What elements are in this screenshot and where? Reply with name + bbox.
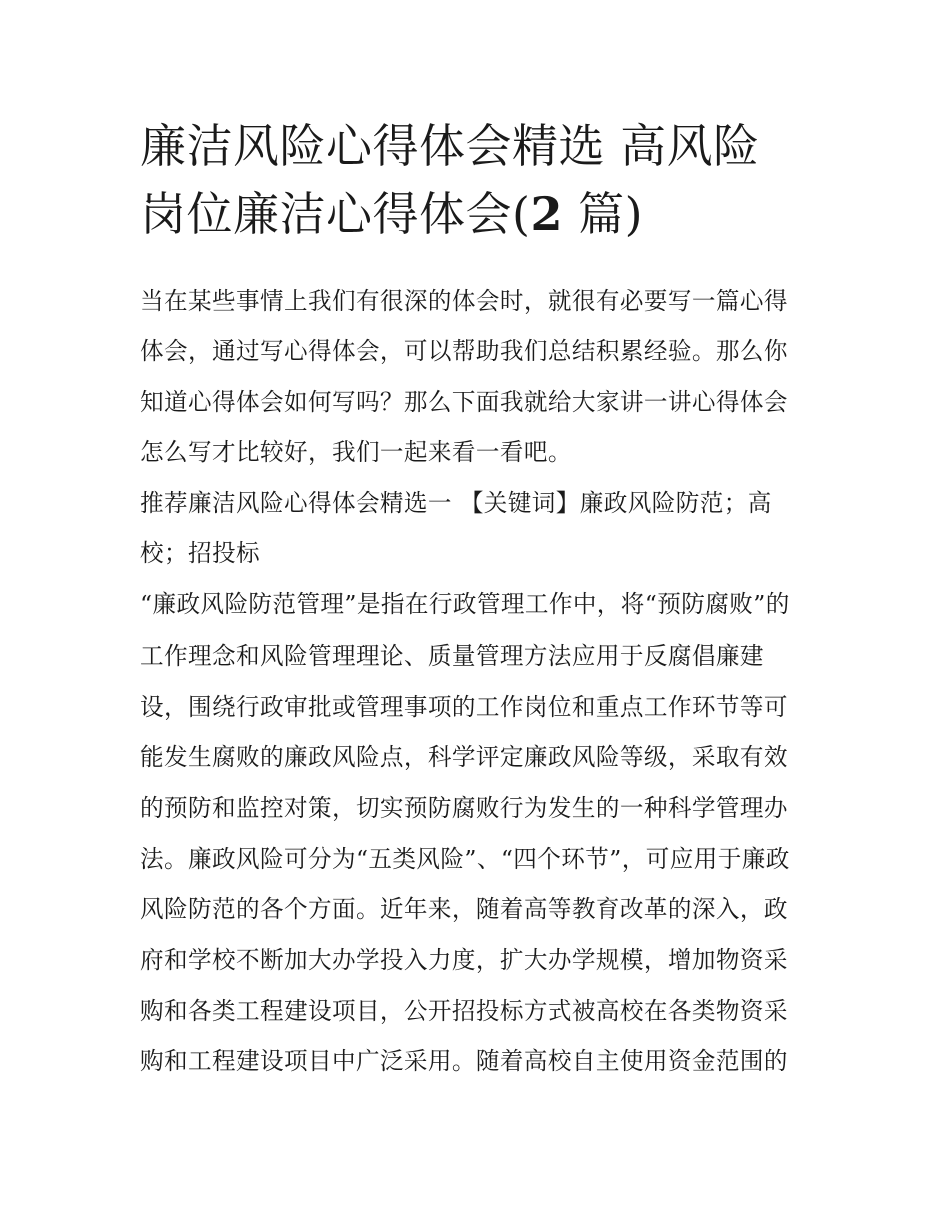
body-line-9: 设，围绕行政审批或管理事项的工作岗位和重点工作环节等可 [140, 693, 788, 721]
body-line-3: 知道心得体会如何写吗？那么下面我就给大家讲一讲心得体会 [140, 388, 788, 416]
body-line-2: 体会，通过写心得体会，可以帮助我们总结积累经验。那么你 [140, 337, 788, 365]
body-line-6: 校；招投标 [140, 539, 260, 567]
title-line-1: 廉洁风险心得体会精选 高风险 [140, 119, 760, 173]
title-line-2a: 岗位廉洁心得体会( [140, 187, 531, 241]
body-line-10: 能发生腐败的廉政风险点，科学评定廉政风险等级，采取有效 [140, 743, 788, 771]
body-line-4: 怎么写才比较好，我们一起来看一看吧。 [140, 438, 572, 466]
title-line-2-number: 2 [530, 187, 563, 241]
body-line-7: “廉政风险防范管理”是指在行政管理工作中，将“预防腐败”的 [140, 590, 790, 618]
document-title [140, 112, 812, 248]
body-line-15: 购和各类工程建设项目，公开招投标方式被高校在各类物资采 [140, 997, 788, 1025]
body-line-8: 工作理念和风险管理理论、质量管理方法应用于反腐倡廉建 [140, 642, 764, 670]
body-line-5: 推荐廉洁风险心得体会精选一 【关键词】廉政风险防范；高 [140, 489, 772, 517]
body-line-12: 法。廉政风险可分为“五类风险”、“四个环节”，可应用于廉政 [140, 845, 790, 873]
title-line-2b: 篇) [562, 187, 644, 241]
body-line-13: 风险防范的各个方面。近年来，随着高等教育改革的深入，政 [140, 895, 788, 923]
body-line-16: 购和工程建设项目中广泛采用。随着高校自主使用资金范围的 [140, 1047, 788, 1075]
body-line-1: 当在某些事情上我们有很深的体会时，就很有必要写一篇心得 [140, 287, 788, 315]
body-line-11: 的预防和监控对策，切实预防腐败行为发生的一种科学管理办 [140, 794, 788, 822]
body-line-14: 府和学校不断加大办学投入力度，扩大办学规模，增加物资采 [140, 946, 788, 974]
